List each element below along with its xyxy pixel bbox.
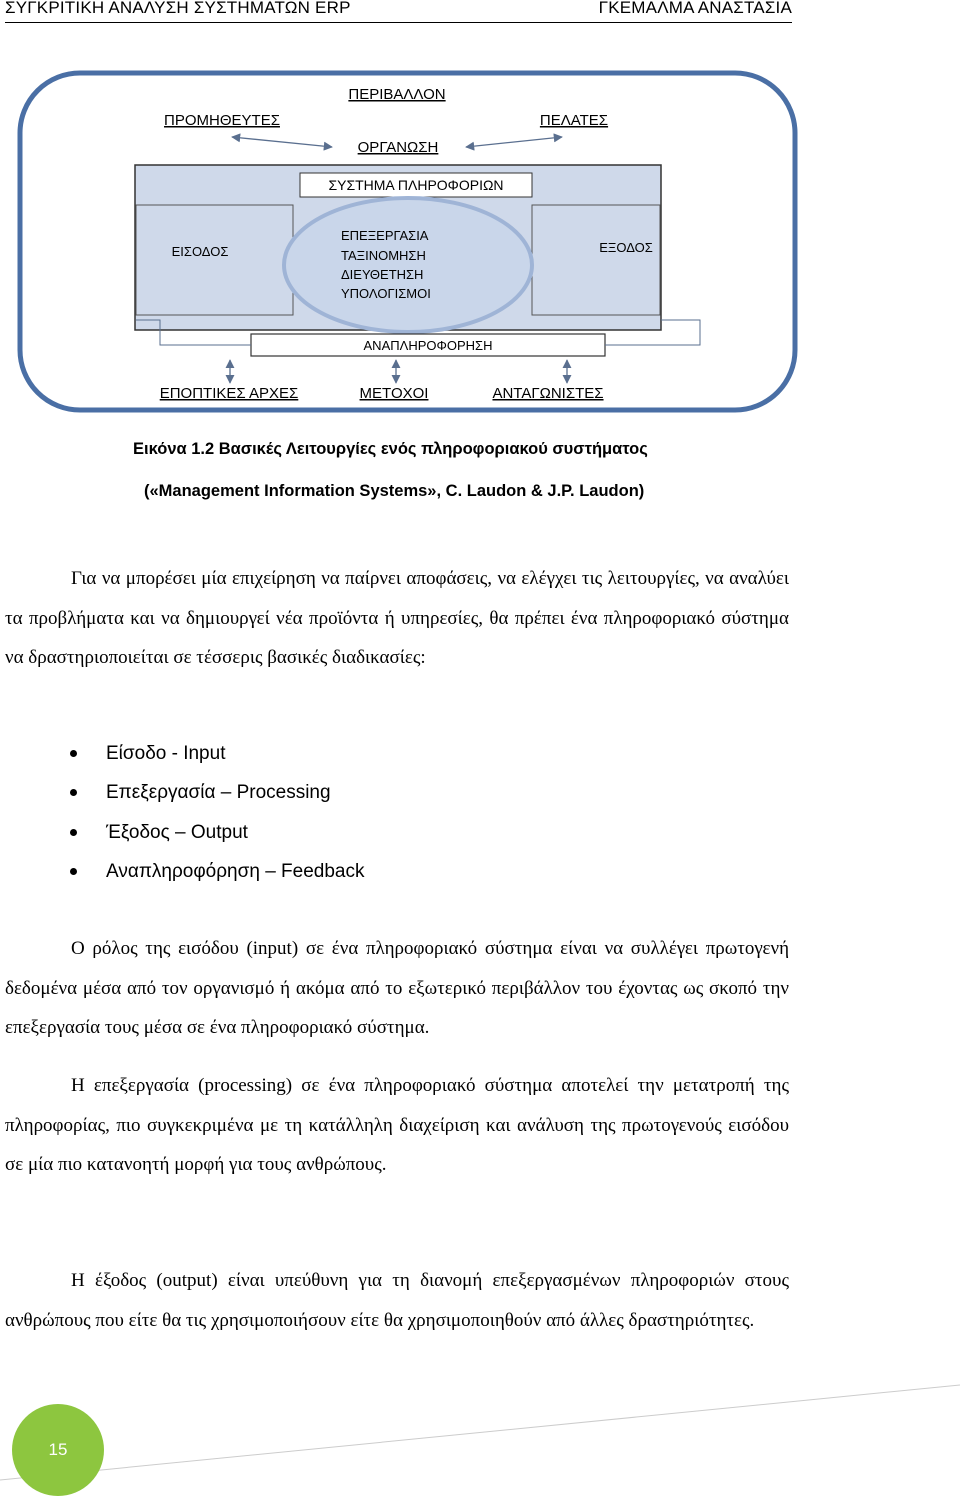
figure-caption-line-2: («Management Information Systems», C. Laudon & J.P. Laudon) [144, 482, 645, 500]
paragraph-input-text: Ο ρόλος της εισόδου (input) σε ένα πληροφοριακό σύστημα είναι να συλλέγει πρωτογενή δεδομένα μέσα από τον οργανισμό ή ακόμα από το εξωτερικό περιβάλλον του έχοντας ως σκοπό την επεξεργασία τους μέσα σε ένα πληροφοριακό σύστημα. [5, 938, 789, 1038]
list-item: Είσοδο - Input [0, 734, 700, 773]
customers-label: ΠΕΛΑΤΕΣ [539, 112, 609, 129]
paragraph-processing-text: Η επεξεργασία (processing) σε ένα πληροφοριακό σύστημα αποτελεί την μετατροπή της πληροφορίας, πιο συγκεκριμένα με τη κατάλληλη διαχείριση και ανάλυση της πρωτογενούς εισόδου σε μία πιο κατανοητή μορφή για τους ανθρώπους. [5, 1075, 789, 1175]
input-box [136, 205, 293, 315]
paragraph-intro [5, 559, 789, 678]
information-system-label: ΣΥΣΤΗΜΑ ΠΛΗΡΟΦΟΡΙΩΝ [328, 177, 504, 193]
process-list [0, 734, 700, 891]
paragraph-output-text: Η έξοδος (output) είναι υπεύθυνη για τη διανομή επεξεργασμένων πληροφοριών στους ανθρώπους που είτε θα τις χρησιμοποιήσουν είτε θα χρησιμοποιηθούν από άλλες δραστηριότητες. [5, 1270, 789, 1331]
processing-ellipse [284, 198, 532, 332]
input-label: ΕΙΣΟΔΟΣ [171, 244, 229, 259]
bullet-icon [70, 750, 77, 757]
feedback-label: ΑΝΑΠΛΗΡΟΦΟΡΗΣΗ [363, 338, 493, 353]
page-number-badge: 15 [12, 1404, 104, 1496]
processing-line-3: ΔΙΕΥΘΕΤΗΣΗ [341, 267, 424, 282]
header-author: ΓΚΕΜΑΛΜΑ ΑΝΑΣΤΑΣΙΑ [598, 0, 792, 17]
footer-decoration [0, 1380, 960, 1491]
processing-line-4: ΥΠΟΛΟΓΙΣΜΟΙ [341, 286, 431, 301]
header-title: ΣΥΓΚΡΙΤΙΚΗ ΑΝΑΛΥΣΗ ΣΥΣΤΗΜΑΤΩΝ ERP [5, 0, 351, 17]
bullet-icon [70, 789, 77, 796]
list-item: Έξοδος – Output [0, 813, 700, 852]
output-label: ΕΞΟΔΟΣ [599, 240, 653, 255]
processing-line-2: ΤΑΞΙΝΟΜΗΣΗ [341, 248, 426, 263]
paragraph-processing [5, 1066, 789, 1185]
competitors-label: ΑΝΤΑΓΩΝΙΣΤΕΣ [492, 385, 604, 402]
bullet-icon [70, 829, 77, 836]
information-system-diagram [0, 0, 960, 420]
output-box [532, 205, 660, 315]
organization-label: ΟΡΓΑΝΩΣΗ [357, 139, 439, 156]
shareholders-label: ΜΕΤΟΧΟΙ [359, 385, 429, 402]
paragraph-output [5, 1261, 789, 1340]
processing-line-1: ΕΠΕΞΕΡΓΑΣΙΑ [341, 228, 429, 243]
bullet-icon [70, 868, 77, 875]
list-item: Αναπληροφόρηση – Feedback [0, 852, 700, 891]
paragraph-intro-text: Για να μπορέσει μία επιχείρηση να παίρνει αποφάσεις, να ελέγχει τις λειτουργίες, να αναλύει τα προβλήματα και να δημιουργεί νέα προϊόντα ή υπηρεσίες, θα πρέπει ένα πληροφοριακό σύστημα να δραστηριοποιείται σε τέσσερις βασικές διαδικασίες: [5, 568, 789, 668]
list-item: Επεξεργασία – Processing [0, 773, 700, 812]
paragraph-input [5, 929, 789, 1048]
regulators-label: ΕΠΟΠΤΙΚΕΣ ΑΡΧΕΣ [159, 385, 299, 402]
figure-caption-line-1: Εικόνα 1.2 Βασικές Λειτουργίες ενός πληροφοριακού συστήματος [133, 440, 648, 458]
suppliers-label: ΠΡΟΜΗΘΕΥΤΕΣ [164, 112, 280, 129]
environment-label: ΠΕΡΙΒΑΛΛΟΝ [348, 86, 446, 103]
